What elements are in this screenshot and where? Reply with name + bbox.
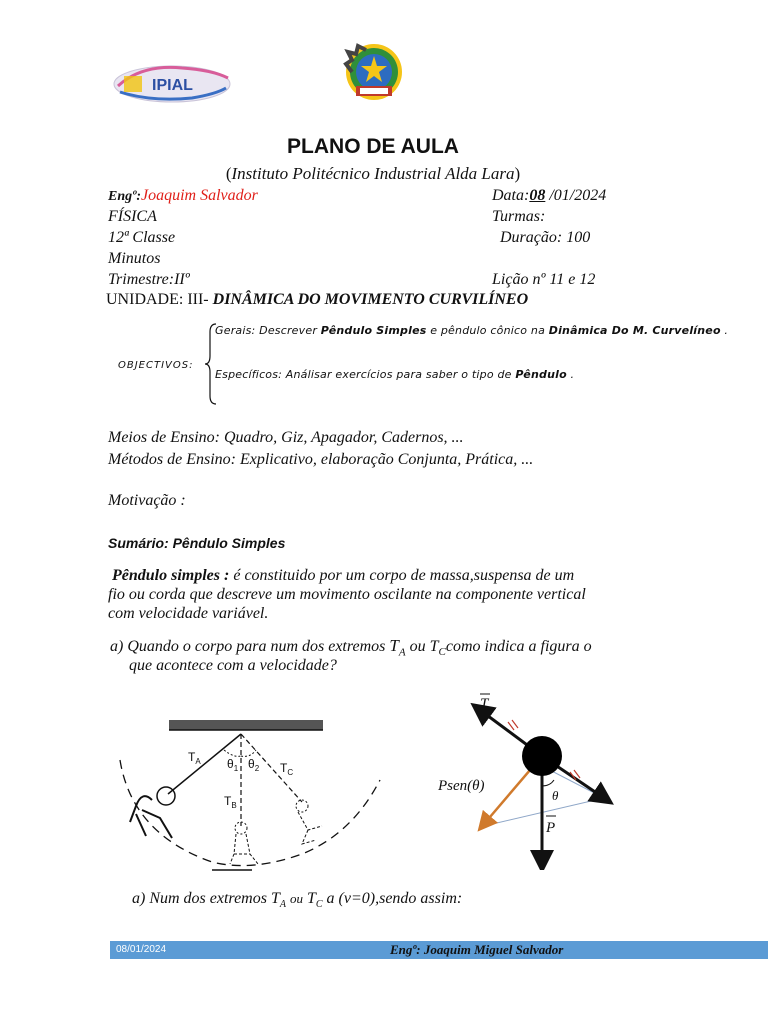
unidade-label: UNIDADE: III- [106,291,209,308]
objective-specific [215,368,574,381]
answer-a-tc-letter: T [306,890,316,907]
question-a-tc-sub: C [438,646,446,659]
subject: FÍSICA [108,208,157,225]
objective-specific-dot: . [570,368,575,381]
unidade-title: DINÂMICA DO MOVIMENTO CURVILÍNEO [212,291,529,308]
definition-line-1-text: é constituido por um corpo de massa,suspensa de um [233,567,575,584]
answer-a [132,889,462,914]
definition [108,566,708,623]
meios-ensino: Meios de Ensino: Quadro, Giz, Apagador, Cadernos, ... [108,429,464,446]
metodos-ensino: Métodos de Ensino: Explicativo, elaboração Conjunta, Prática, ... [108,451,534,468]
footer-date: 08/01/2024 [116,944,167,955]
paren-close: ) [514,164,521,183]
answer-a-tc-sub: C [315,899,323,911]
paren-open: ( [225,164,232,183]
question-a-ta-sub: A [398,646,406,659]
ipial-logo [112,58,232,108]
objective-general [215,324,728,337]
answer-a-end: a (v=0),sendo assim: [326,890,463,907]
objective-specific-label: Específicos: Análisar exercícios para saber o tipo de [215,368,512,381]
question-a-ta [389,636,406,659]
question-a-ta-letter: T [389,636,399,655]
classe: 12ª Classe [108,229,176,246]
question-a-line-2: que acontece com a velocidade? [129,657,337,674]
answer-a-ta [270,890,286,911]
objective-general-mid: e pêndulo cônico na [430,324,546,337]
date-label: Data: [492,187,530,204]
objective-general-end: Dinâmica Do M. Curvelíneo [548,324,721,337]
trimestre: Trimestre:IIº [108,271,190,288]
label-tc: $T_C$ [280,761,294,777]
sumario: Sumário: Pêndulo Simples [108,535,286,551]
footer-author: Engº: Joaquim Miguel Salvador [390,942,564,957]
emblem-icon [338,42,410,106]
duracao: Duração: 100 [500,229,591,246]
angola-emblem [338,42,410,106]
ipial-logo-graphic [112,58,232,108]
ipial-logo-text: IPIAL [152,77,193,94]
pendulum-swing-figure [112,714,388,882]
answer-a-ou: ou [289,891,303,906]
force-diagram [432,686,632,870]
label-psen: Psen(θ) [438,778,485,794]
engineer-name: Joaquim Salvador [140,187,258,204]
date-line [492,187,606,205]
objective-general-label: Gerais: Descrever [215,324,318,337]
institute-name [0,164,746,184]
unidade-line [106,291,528,309]
label-theta: θ [552,788,559,803]
definition-line-1 [108,566,708,585]
question-a-start: a) Quando o corpo para num dos extremos [110,638,386,655]
definition-line-3: com velocidade variável. [108,605,269,622]
answer-a-ta-sub: A [279,899,286,911]
motivacao: Motivação : [108,492,186,509]
answer-a-tc [306,890,323,911]
label-tb: $T_B$ [224,794,237,810]
label-theta1: $\theta_1$ [227,757,239,773]
minutos: Minutos [108,250,161,267]
objective-general-dot: . [724,324,729,337]
question-a-ou: ou [409,638,426,655]
definition-term: Pêndulo simples : [112,567,230,584]
licao: Lição nº 11 e 12 [492,271,596,288]
question-a-tc [429,638,446,659]
page-title: PLANO DE AULA [287,135,459,158]
date-day: 08 [529,187,546,204]
definition-line-2: fio ou corda que descreve um movimento oscilante na componente vertical [108,586,586,603]
turmas: Turmas: [492,208,546,225]
answer-a-ta-letter: T [270,890,280,907]
force-diagram-figure [432,686,632,870]
objective-specific-bold: Pêndulo [515,368,567,381]
date-rest: /01/2024 [545,187,607,204]
institute-text: Instituto Politécnico Industrial Alda Lara [231,164,515,183]
engineer-line [108,187,258,205]
label-tension: T [480,696,489,712]
pendulum-swing-diagram [112,714,388,882]
answer-a-start: a) Num dos extremos [132,890,267,907]
label-weight: P [546,820,556,836]
question-a-end: como indica a figura o [445,638,592,655]
objectives-label: OBJECTIVOS: [118,360,194,371]
question-a-tc-letter: T [429,638,439,655]
objective-general-bold: Pêndulo Simples [320,324,427,337]
label-ta: $T_A$ [188,750,201,766]
engineer-label: Engº: [108,189,141,204]
label-theta2: $\theta_2$ [248,757,260,773]
